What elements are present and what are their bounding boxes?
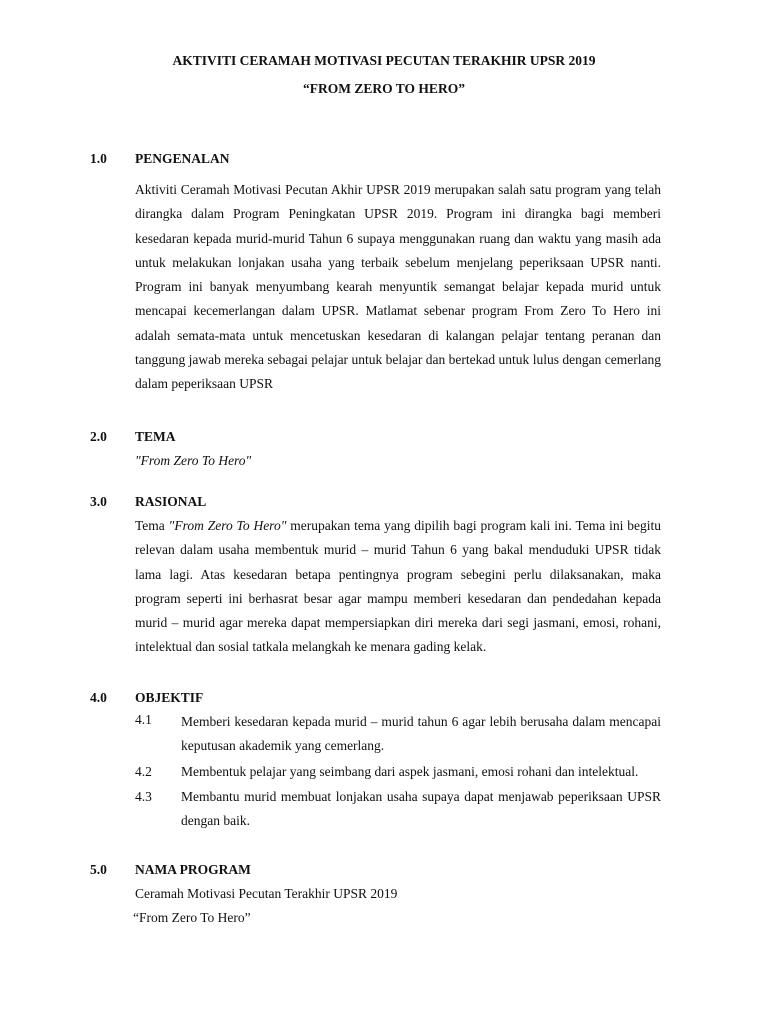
section-number-4: 4.0: [90, 690, 107, 705]
section-heading-objektif: OBJEKTIF: [135, 690, 204, 705]
program-name-line: Ceramah Motivasi Pecutan Terakhir UPSR 2019: [135, 886, 398, 901]
section-number-3: 3.0: [90, 494, 107, 509]
section-body-tema: "From Zero To Hero": [135, 453, 252, 468]
objective-number-4-1: 4.1: [135, 712, 152, 727]
rasional-rest: merupakan tema yang dipilih bagi program kali ini. Tema ini begitu relevan dalam usaha membentuk murid – murid Tahun 6 yang bakal menduduki UPSR tidak lama lagi. Atas kesedaran betapa pentingnya program sebegini perlu dilaksanakan, maka program seperti ini berhasrat besar agar mampu memberi kesedaran dan pendedahan kepada murid – murid agar mereka dapat mempersiapkan diri mereka dari segi jasmani, emosi, rohani, intelektual dan sosial tatkala melangkah ke menara gading kelak.: [135, 518, 661, 655]
rasional-theme-italic: "From Zero To Hero": [168, 518, 287, 533]
section-number-5: 5.0: [90, 862, 107, 877]
program-theme-line: “From Zero To Hero”: [133, 910, 251, 925]
section-number-2: 2.0: [90, 429, 107, 444]
section-heading-pengenalan: PENGENALAN: [135, 151, 230, 166]
section-body-pengenalan: Aktiviti Ceramah Motivasi Pecutan Akhir UPSR 2019 merupakan salah satu program yang telah dirangka dalam Program Peningkatan UPSR 2019. Program ini dirangka bagi memberi kesedaran kepada murid-murid Tahun 6 supaya menggunakan ruang dan waktu yang masih ada untuk melakukan lonjakan usaha yang terbaik sebelum menjelang peperiksaan UPSR nanti. Program ini banyak menyumbang kearah menyuntik semangat belajar kepada murid untuk mencapai kecemerlangan dalam UPSR. Matlamat sebenar program From Zero To Hero ini adalah semata-mata untuk mencetuskan kesedaran di kalangan pelajar tentang peranan dan tanggung jawab mereka sebagai pelajar untuk belajar dan bertekad untuk lulus dengan cemerlang dalam peperiksaan UPSR: [135, 182, 661, 392]
objective-number-4-2: 4.2: [135, 764, 152, 779]
rasional-prefix: Tema: [135, 518, 169, 533]
objective-text-4-1: Memberi kesedaran kepada murid – murid tahun 6 agar lebih berusaha dalam mencapai keputusan akademik yang cemerlang.: [181, 714, 661, 754]
objective-number-4-3: 4.3: [135, 789, 152, 804]
section-heading-nama-program: NAMA PROGRAM: [135, 862, 251, 877]
section-heading-tema: TEMA: [135, 429, 176, 444]
section-heading-rasional: RASIONAL: [135, 494, 207, 509]
section-body-rasional: [135, 514, 661, 660]
document-subtitle: “FROM ZERO TO HERO”: [303, 81, 465, 96]
document-title: AKTIVITI CERAMAH MOTIVASI PECUTAN TERAKHIR UPSR 2019: [172, 53, 596, 68]
objective-text-4-2: Membentuk pelajar yang seimbang dari aspek jasmani, emosi rohani dan intelektual.: [181, 764, 639, 779]
objective-text-4-3: Membantu murid membuat lonjakan usaha supaya dapat menjawab peperiksaan UPSR dengan baik.: [181, 789, 661, 829]
section-number-1: 1.0: [90, 151, 107, 166]
